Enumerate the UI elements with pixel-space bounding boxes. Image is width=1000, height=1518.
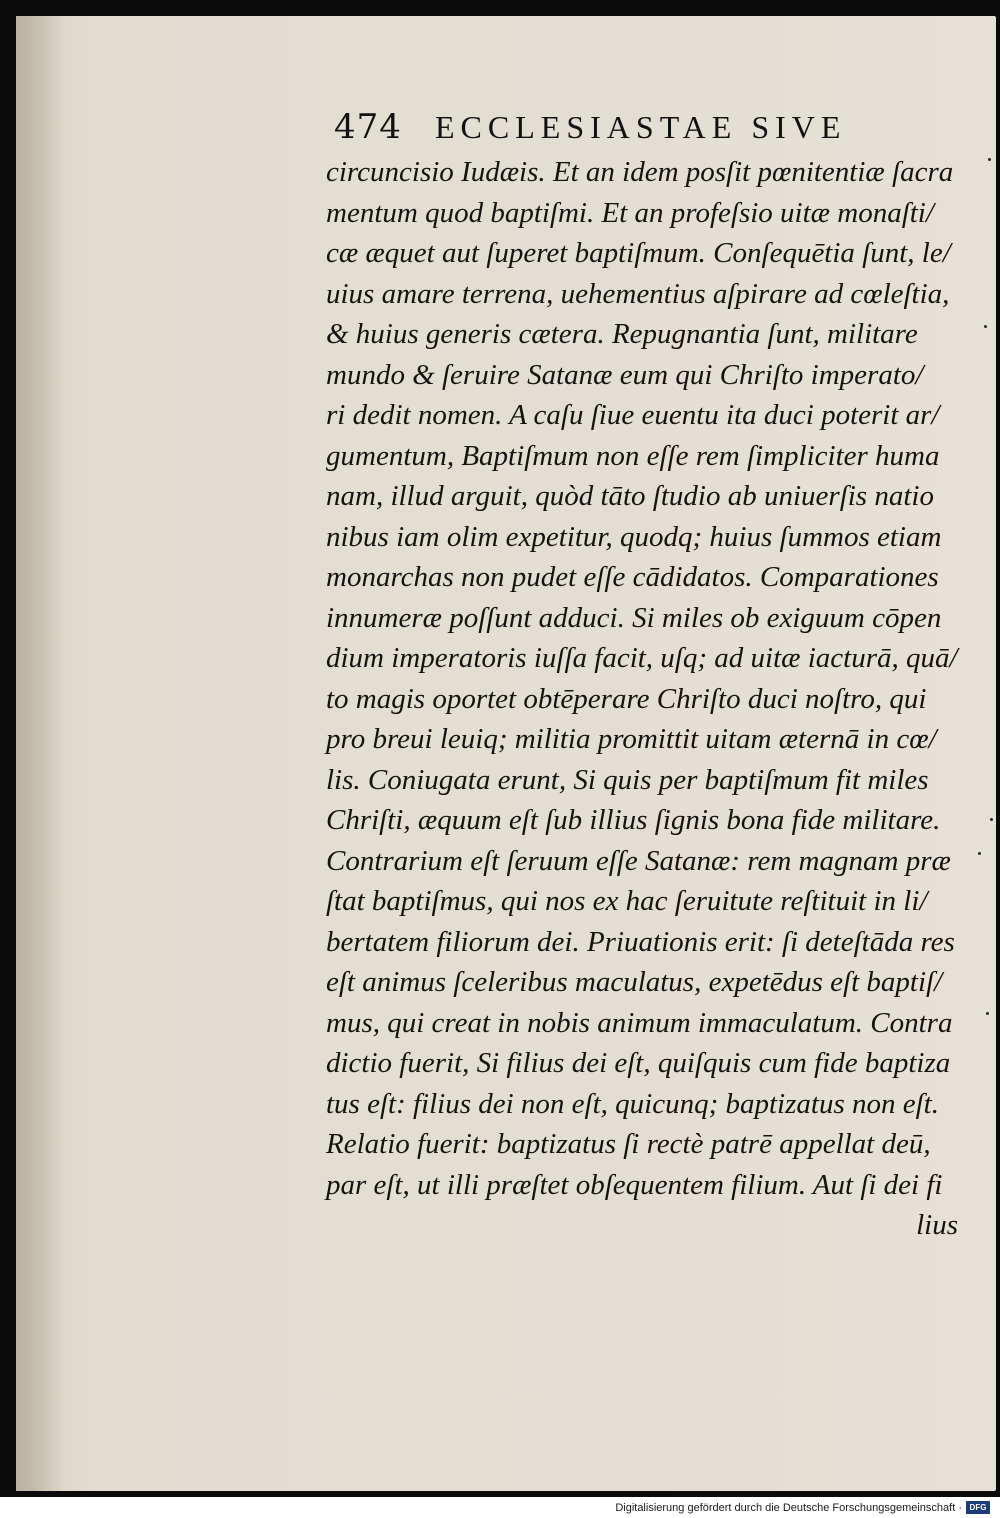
text-line: mentum quod baptiſmi. Et an profeſsio uitæ monaſti/ — [326, 196, 934, 229]
text-line: par eſt, ut illi præſtet obſequentem filium. Aut ſi dei fi — [326, 1168, 943, 1201]
text-line: lis. Coniugata erunt, Si quis per baptiſmum fit miles — [326, 763, 929, 796]
dfg-logo: DFG — [966, 1501, 990, 1514]
text-line: Chriſti, æquum eſt ſub illius ſignis bona fide militare. — [326, 804, 941, 836]
text-line: Relatio fuerit: baptizatus ſi rectè patrē appellat deū, — [326, 1128, 931, 1160]
text-line: circuncisio Iudæis. Et an idem posſit pœnitentiæ ſacra — [326, 156, 954, 188]
page-number: 474 — [334, 107, 402, 147]
text-line: bertatem filiorum dei. Priuationis erit: ſi deteſtāda res — [326, 925, 955, 958]
margin-speck — [990, 818, 993, 821]
text-line: dium imperatoris iuſſa facit, uſq; ad uitæ iacturā, quā/ — [326, 642, 958, 674]
catchword: lius — [916, 1209, 958, 1241]
text-line: Contrarium eſt ſeruum eſſe Satanæ: rem magnam præ — [326, 844, 951, 877]
text-line: eſt animus ſceleribus maculatus, expetēdus eſt baptiſ/ — [326, 966, 943, 998]
page-gutter-shadow — [16, 16, 64, 1491]
text-line: mus, qui creat in nobis animum immaculatum. Contra — [326, 1006, 953, 1039]
text-line: dictio fuerit, Si filius dei eſt, quiſquis cum fide baptiza — [326, 1047, 951, 1079]
text-line: ſtat baptiſmus, qui nos ex hac ſeruitute reſtituit in li/ — [326, 885, 928, 917]
margin-speck — [978, 852, 981, 855]
margin-speck — [988, 158, 991, 161]
margin-speck — [986, 1012, 989, 1015]
text-line: ri dedit nomen. A caſu ſiue euentu ita duci poterit ar/ — [326, 399, 940, 431]
text-line: cæ æquet aut ſuperet baptiſmum. Conſequētia ſunt, le/ — [326, 237, 951, 269]
body-text — [326, 152, 966, 1246]
text-line: to magis oportet obtēperare Chriſto duci noſtro, qui — [326, 682, 927, 715]
text-line: innumeræ poſſunt adduci. Si miles ob exiguum cōpen — [326, 601, 942, 634]
digitization-credit: Digitalisierung gefördert durch die Deutsche Forschungsgemeinschaft · — [615, 1502, 962, 1514]
text-line: pro breui leuiq; militia promittit uitam æternā in cœ/ — [326, 723, 937, 755]
running-head: ECCLESIASTAE SIVE — [435, 109, 847, 145]
page-header — [334, 102, 974, 152]
text-line: gumentum, Baptiſmum non eſſe rem ſimpliciter huma — [326, 439, 940, 472]
text-line: & huius generis cætera. Repugnantia ſunt, militare — [326, 318, 918, 350]
text-line: nam, illud arguit, quòd tāto ſtudio ab uniuerſis natio — [326, 480, 934, 512]
text-line: uius amare terrena, uehementius aſpirare ad cœleſtia, — [326, 277, 950, 310]
margin-speck — [984, 325, 987, 328]
text-line: tus eſt: filius dei non eſt, quicunq; baptizatus non eſt. — [326, 1087, 939, 1120]
text-line: monarchas non pudet eſſe cādidatos. Comparationes — [326, 561, 939, 593]
text-line: nibus iam olim expetitur, quodq; huius ſummos etiam — [326, 520, 942, 553]
text-line: mundo & ſeruire Satanæ eum qui Chriſto imperato/ — [326, 358, 924, 391]
